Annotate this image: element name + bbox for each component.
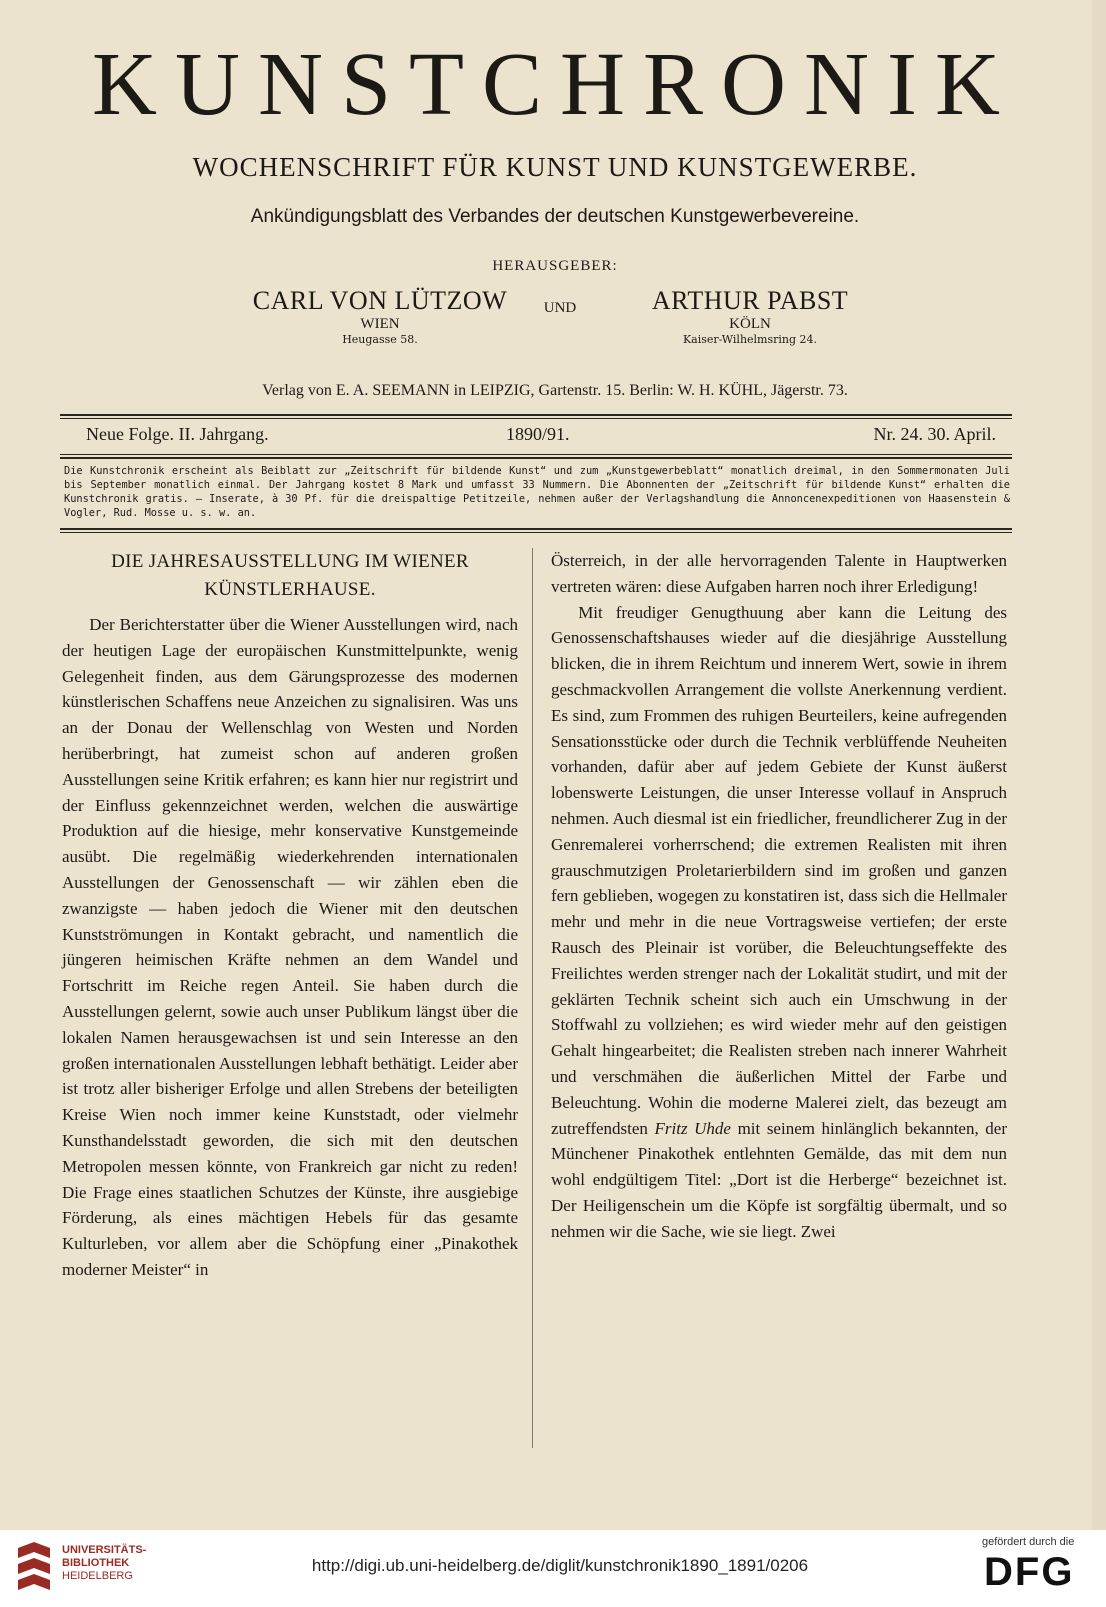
- column-divider: [532, 548, 533, 1448]
- source-url-link[interactable]: http://digi.ub.uni-heidelberg.de/diglit/kunstchronik1890_1891/0206: [311, 1556, 809, 1575]
- masthead-title: KUNSTCHRONIK: [91, 35, 1019, 134]
- publisher-label: HERAUSGEBER:: [492, 258, 618, 274]
- editor-left-name: CARL VON LÜTZOW: [252, 286, 508, 315]
- editor-right: [590, 286, 910, 346]
- article-title-line1: DIE JAHRESAUSSTELLUNG IM WIENER: [111, 551, 469, 572]
- rule-bottom-thick: [60, 528, 1012, 530]
- paragraph-text: Mit freudiger Genugthuung aber kann die Leitung des Genossenschaftshauses wieder auf die diesjährige Ausstellung blicken, die in ihrem Reichtum und innerem Wert, sowie in ihrem geschmackvollen Arrangement die vollste Anerkennung verdient. Es sind, zum Frommen des ruhigen Beurteilers, keine aufregenden Sensationsstücke oder durch die Technik verblüffende Neuheiten vorhanden, dafür aber auf jedem Gebiete der Kunst äußerst lobenswerte Leistungen, die unser Interesse vollauf in Anspruch nehmen. Auch diesmal ist ein friedlicher, freundlicherer Zug in der Genremalerei vorherrschend; die extremen Realisten mit ihren grauschmutzigen Proletarierbildern sind im großen und ganzen fern geblieben, wogegen zu konstatiren ist, dass sich die Hellmaler mehr und mehr in die neue Vortragsweise vertiefen; der erste Rausch des Pleinair ist vorüber, die Beleuchtungseffekte des Freilichtes werden strenger nach der Lokalität studirt, und mit der geklärten Technik scheint sich auch ein Umschwung in der Stoffwahl zu vollziehen; es wird wieder mehr auf den geistigen Gehalt hingearbeitet; die Realisten streben nach innerer Wahrheit und verschmähen die äußerlichen Mittel der Farbe und Beleuchtung. Wohin die moderne Malerei zielt, das bezeugt am zutreffendsten: [551, 602, 1007, 1138]
- announcement-line: Ankündigungsblatt des Verbandes der deutschen Kunstgewerbevereine.: [250, 206, 860, 227]
- verlag-line: Verlag von E. A. SEEMANN in LEIPZIG, Gartenstr. 15. Berlin: W. H. KÜHL, Jägerstr. 73.: [262, 382, 848, 399]
- editor-left-address: Heugasse 58.: [342, 333, 418, 346]
- library-name-line1: UNIVERSITÄTS-: [62, 1544, 147, 1556]
- library-logo-icon: [12, 1540, 56, 1594]
- article-title: [62, 548, 518, 604]
- funding-caption: gefördert durch die: [982, 1536, 1075, 1548]
- article-title-line2: KÜNSTLERHAUSE.: [204, 579, 376, 600]
- page-edge: [1092, 0, 1106, 1530]
- subscription-notice: Die Kunstchronik erscheint als Beiblatt zur „Zeitschrift für bildende Kunst“ und zum „Kunstgewerbeblatt“ monatlich dreimal, in den Sommermonaten Juli bis September monatlich einmal. Der Jahrgang kostet 8 Mark und umfasst 33 Nummern. Die Abonnenten der „Zeitschrift für bildende Kunst“ erhalten die Kunstchronik gratis. — Inserate, à 30 Pf. für die dreispaltige Petitzeile, nehmen außer der Verlagshandlung die Annoncenexpeditionen von Haasenstein & Vogler, Rud. Mosse u. s. w. an.: [64, 465, 1010, 519]
- issue-series: Neue Folge. II. Jahrgang.: [86, 424, 269, 444]
- issue-year: 1890/91.: [506, 424, 570, 444]
- issue-number-date: Nr. 24. 30. April.: [873, 424, 996, 444]
- dfg-logo: DFG: [984, 1550, 1075, 1594]
- paragraph-text: mit seinem hinlänglich bekannten, der Münchener Pinakothek entlehnten Gemälde, das mit dem nun wohl endgültigem Titel: „Dort ist die Herberge“ bezeichnet ist. Der Heiligenschein um die Köpfe ist sorgfältig übermalt, und so nehmen wir die Sache, wie sie liegt. Zwei: [551, 1118, 1008, 1241]
- library-name-line2: BIBLIOTHEK: [62, 1557, 130, 1569]
- masthead-subtitle: WOCHENSCHRIFT FÜR KUNST UND KUNSTGEWERBE.: [192, 152, 918, 182]
- article-paragraph: Österreich, in der alle hervorragenden Talente in Hauptwerken vertreten wären: diese Aufgaben harren noch ihrer Erledigung!: [551, 551, 1007, 596]
- rule-mid-thin: [60, 454, 1012, 455]
- issue-bar: [66, 424, 996, 448]
- rule-top-thin: [60, 418, 1012, 419]
- editor-conjunction: UND: [543, 300, 577, 316]
- rule-top-thick: [60, 414, 1012, 416]
- editor-left: [220, 286, 540, 346]
- artist-name: Fritz Uhde: [654, 1118, 731, 1138]
- rule-mid-thick: [60, 457, 1012, 459]
- article-paragraph: [551, 600, 1007, 1245]
- editor-right-address: Kaiser-Wilhelmsring 24.: [682, 333, 818, 346]
- rule-bottom-thin: [60, 532, 1012, 533]
- editor-right-name: ARTHUR PABST: [651, 286, 849, 315]
- column-right: [551, 548, 1007, 1245]
- editor-left-city: WIEN: [360, 316, 400, 332]
- column-left: [62, 548, 518, 1283]
- article-paragraph: Der Berichterstatter über die Wiener Ausstellungen wird, nach der heutigen Lage der europäischen Kunstmittelpunkte, wenig Gelegenheit finden, aus dem Gärungsprozesse des modernen künstlerischen Schaffens neue Anzeichen zu signalisiren. Was uns an der Donau der Wellenschlag von Westen und Norden herüberbringt, hat zumeist schon auf anderen großen Ausstellungen seine Kritik erfahren; es kann hier nur registrirt und der Einfluss gekennzeichnet werden, welchen die auswärtige Produktion auf die hiesige, mehr konservative Kunstgemeinde ausübt. Die regelmäßig wiederkehrenden internationalen Ausstellungen der Genossenschaft — wir zählen eben die zwanzigste — haben jedoch die Wiener mit den deutschen Kunstströmungen in Kontakt gebracht, und namentlich die jüngeren heimischen Kräfte nehmen an dem Wandel und Fortschritt im Reiche regen Anteil. Sie haben durch die Ausstellungen gelernt, sowie auch unser Publikum längst über die lokalen Namen herausgewachsen ist und sein Interesse an den großen internationalen Ausstellungen lebhaft bethätigt. Leider aber ist trotz aller bisheriger Erfolge und allen Strebens der beteiligten Kreise Wien noch immer keine Kunststadt, oder vielmehr Kunsthandelsstadt geworden, die sich mit den deutschen Metropolen messen könnte, von Frankreich gar nicht zu reden! Die Frage eines staatlichen Schutzes der Künste, ihre ausgiebige Förderung, als eines mächtigen Hebels für das gesamte Kulturleben, vor allem aber die Schöpfung einer „Pinakothek moderner Meister“ in: [62, 615, 518, 1279]
- library-name: [62, 1544, 146, 1583]
- library-name-line3: HEIDELBERG: [62, 1570, 133, 1582]
- editor-right-city: KÖLN: [729, 316, 771, 332]
